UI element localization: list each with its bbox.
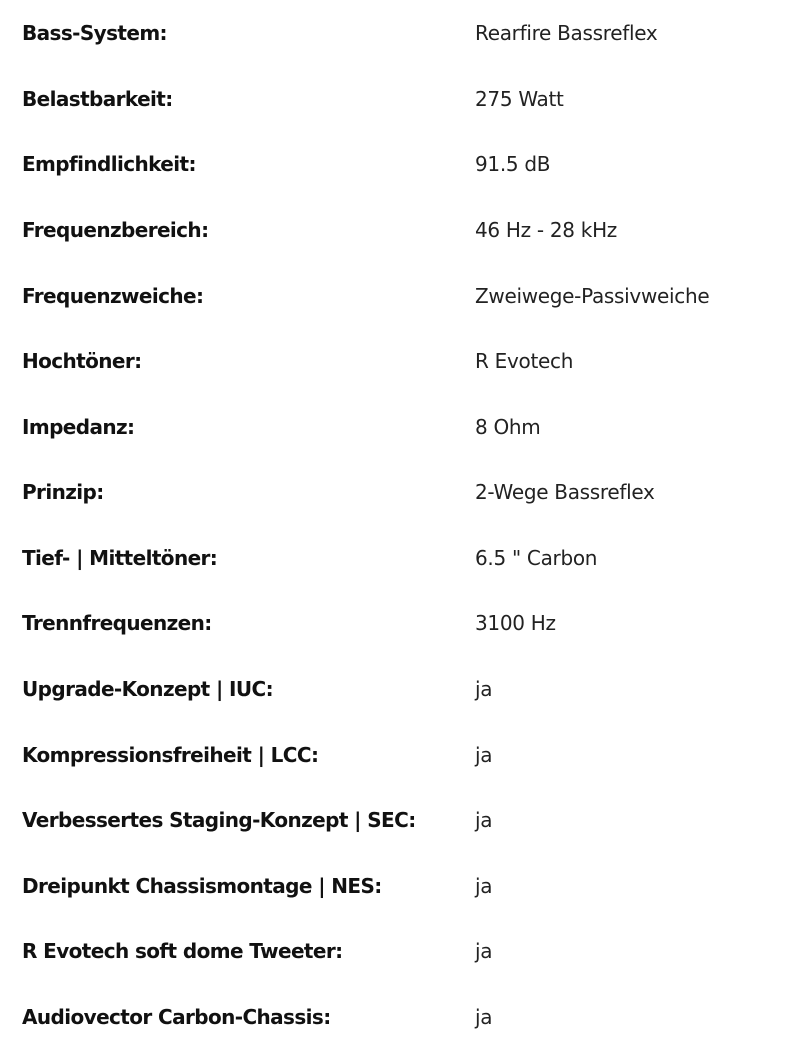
spec-label: Frequenzbereich: xyxy=(22,218,209,242)
spec-row xyxy=(0,669,800,709)
spec-value: 46 Hz - 28 kHz xyxy=(475,218,618,242)
spec-row xyxy=(0,341,800,381)
spec-value: 2-Wege Bassreflex xyxy=(475,480,655,504)
spec-row xyxy=(0,997,800,1037)
spec-label: Prinzip: xyxy=(22,480,104,504)
spec-label: Kompressionsfreiheit | LCC: xyxy=(22,743,319,767)
spec-label: Frequenzweiche: xyxy=(22,284,204,308)
spec-row xyxy=(0,276,800,316)
spec-label: Impedanz: xyxy=(22,415,135,439)
spec-row xyxy=(0,144,800,184)
spec-label: Hochtöner: xyxy=(22,349,142,373)
spec-row xyxy=(0,866,800,906)
spec-value: 6.5 " Carbon xyxy=(475,546,598,570)
spec-value: ja xyxy=(475,874,493,898)
spec-value: ja xyxy=(475,1005,493,1029)
spec-label: R Evotech soft dome Tweeter: xyxy=(22,939,343,963)
spec-value: R Evotech xyxy=(475,349,574,373)
spec-row xyxy=(0,735,800,775)
spec-value: 91.5 dB xyxy=(475,152,551,176)
spec-row xyxy=(0,603,800,643)
spec-value: 8 Ohm xyxy=(475,415,541,439)
spec-row xyxy=(0,472,800,512)
spec-row xyxy=(0,79,800,119)
spec-row xyxy=(0,800,800,840)
spec-label: Trennfrequenzen: xyxy=(22,611,212,635)
spec-value: ja xyxy=(475,808,493,832)
spec-row xyxy=(0,210,800,250)
spec-value: 3100 Hz xyxy=(475,611,556,635)
spec-value: ja xyxy=(475,939,493,963)
spec-row xyxy=(0,931,800,971)
spec-row xyxy=(0,407,800,447)
spec-value: ja xyxy=(475,677,493,701)
spec-label: Tief- | Mitteltöner: xyxy=(22,546,218,570)
spec-label: Audiovector Carbon-Chassis: xyxy=(22,1005,331,1029)
spec-label: Upgrade-Konzept | IUC: xyxy=(22,677,274,701)
spec-row xyxy=(0,13,800,53)
spec-value: Zweiwege-Passivweiche xyxy=(475,284,710,308)
spec-label: Empfindlichkeit: xyxy=(22,152,196,176)
spec-value: Rearfire Bassreflex xyxy=(475,21,658,45)
spec-value: ja xyxy=(475,743,493,767)
spec-label: Verbessertes Staging-Konzept | SEC: xyxy=(22,808,416,832)
spec-row xyxy=(0,538,800,578)
spec-label: Dreipunkt Chassismontage | NES: xyxy=(22,874,382,898)
spec-label: Belastbarkeit: xyxy=(22,87,173,111)
spec-value: 275 Watt xyxy=(475,87,564,111)
spec-label: Bass-System: xyxy=(22,21,167,45)
